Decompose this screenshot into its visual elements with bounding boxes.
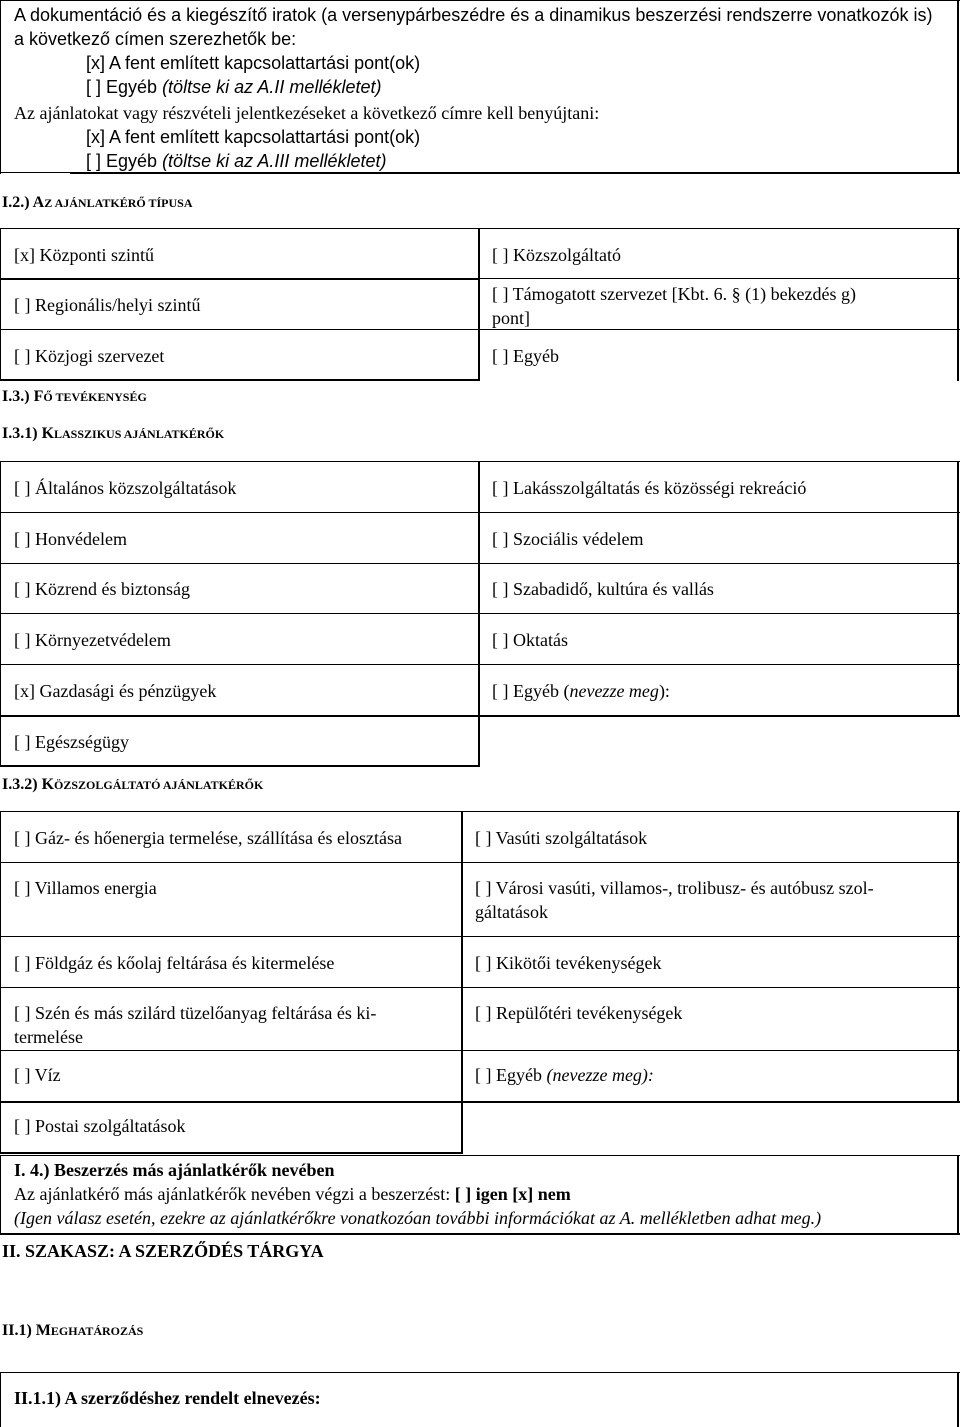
section-ii11-heading: II.1.1) A szerződéshez rendelt elnevezés:	[14, 1388, 321, 1408]
section-ii-heading: II. SZAKASZ: A SZERZŐDÉS TÁRGYA	[2, 1241, 324, 1261]
i4-box-bottom	[0, 1233, 960, 1235]
i2-option-subsidised-line2: pont]	[492, 308, 530, 328]
i31-row1-line	[0, 512, 960, 513]
i2-option-public-body: [ ] Közjogi szervezet	[14, 346, 165, 366]
i32-row5-line	[0, 1101, 960, 1103]
top-block-right-border	[957, 0, 959, 174]
i31-option-economic: [x] Gazdasági és pénzügyek	[14, 681, 217, 701]
i32-row4-line	[0, 1050, 960, 1051]
section-i31-initial: K	[41, 425, 55, 442]
ii11-box-right	[957, 1372, 959, 1427]
i31-option-environment: [ ] Környezetvédelem	[14, 630, 171, 650]
i32-option-gas-heat: [ ] Gáz- és hőenergia termelése, szállítása és elosztása	[14, 828, 402, 848]
i31-option-other-note: nevezze meg	[569, 681, 659, 701]
i32-option-water: [ ] Víz	[14, 1065, 61, 1085]
section-i32-title: ÖZSZOLGÁLTATÓ AJÁNLATKÉRŐK	[54, 778, 264, 792]
i2-option-central: [x] Központi szintű	[14, 245, 154, 265]
i4-question-text: Az ajánlatkérő más ajánlatkérők nevében végzi a beszerzést:	[14, 1184, 455, 1204]
section-ii1-heading	[2, 1318, 143, 1342]
doc-option-other	[86, 76, 381, 98]
i31-option-social: [ ] Szociális védelem	[492, 529, 644, 549]
i2-box-bottom	[0, 379, 480, 381]
i2-row2-line-right	[480, 329, 960, 330]
i2-box-left	[0, 228, 1, 381]
section-i4-heading: I. 4.) Beszerzés más ajánlatkérők nevében	[14, 1160, 335, 1180]
submission-option-other-label: [ ] Egyéb	[86, 151, 158, 171]
i32-option-rail: [ ] Vasúti szolgáltatások	[475, 828, 648, 848]
top-block-top-border	[0, 0, 960, 1]
i31-option-public-order: [ ] Közrend és biztonság	[14, 579, 190, 599]
section-i31-heading	[2, 421, 224, 445]
i31-option-education: [ ] Oktatás	[492, 630, 568, 650]
i31-row2-line	[0, 563, 960, 564]
i31-option-other	[492, 680, 670, 702]
doc-availability-line2: a következő címen szerezhetők be:	[14, 29, 297, 49]
i31-box-right	[957, 461, 959, 717]
top-block-bottom-border-left	[0, 172, 70, 173]
i32-option-airport: [ ] Repülőtéri tevékenységek	[475, 1003, 683, 1023]
submission-line: Az ajánlatokat vagy részvételi jelentkezéseket a következő címre kell benyújtani:	[14, 103, 600, 123]
section-i3-title: Ő TEVÉKENYSÉG	[43, 390, 147, 404]
section-i32-heading	[2, 772, 263, 796]
i4-box-top	[0, 1155, 960, 1156]
i2-row2-line-left	[0, 329, 480, 330]
section-i3-heading	[2, 384, 147, 408]
i4-answer: [ ] igen [x] nem	[454, 1184, 571, 1204]
i2-box-top	[0, 228, 960, 229]
section-i2-heading	[2, 190, 193, 214]
i32-option-urban-transport-line2: gáltatások	[475, 902, 548, 922]
i32-option-coal-line1: [ ] Szén és más szilárd tüzelőanyag feltárása és ki-	[14, 1003, 377, 1023]
i31-row4-line	[0, 664, 960, 665]
i2-box-divider	[478, 228, 480, 381]
doc-availability-line1: A dokumentáció és a kiegészítő iratok (a versenypárbeszédre és a dinamikus beszerzési rendszerre vonatkozók is)	[14, 5, 933, 25]
i31-box-divider	[478, 461, 480, 767]
i32-box-top	[0, 811, 960, 812]
i32-option-other-label: [ ] Egyéb	[475, 1065, 547, 1085]
section-i32-number: I.3.2)	[2, 776, 42, 793]
i31-option-housing: [ ] Lakásszolgáltatás és közösségi rekreáció	[492, 478, 807, 498]
i31-row5-line	[0, 715, 960, 717]
i32-option-port: [ ] Kikötői tevékenységek	[475, 953, 662, 973]
i2-box-right	[957, 228, 959, 381]
i2-row1-line-right	[480, 278, 960, 279]
doc-option-other-note: (töltse ki az A.II mellékletet)	[162, 77, 382, 97]
i31-option-health: [ ] Egészségügy	[14, 732, 129, 752]
i4-note: (Igen válasz esetén, ezekre az ajánlatkérőkre vonatkozóan további információkat az A. mellékletben adhat meg.)	[14, 1208, 822, 1228]
i31-option-culture: [ ] Szabadidő, kultúra és vallás	[492, 579, 714, 599]
section-i2-initial: A	[32, 194, 45, 211]
i32-option-other	[475, 1064, 654, 1086]
i2-option-regional: [ ] Regionális/helyi szintű	[14, 295, 201, 315]
i2-row1-line-left	[0, 278, 480, 280]
i32-option-oil-gas: [ ] Földgáz és kőolaj feltárása és kitermelése	[14, 953, 335, 973]
i32-row2-line	[0, 936, 960, 937]
section-i3-number: I.3.)	[2, 388, 34, 405]
section-i2-number: I.2.)	[2, 194, 33, 211]
i31-option-general: [ ] Általános közszolgáltatások	[14, 478, 237, 498]
i32-option-urban-transport-line1: [ ] Városi vasúti, villamos-, trolibusz- és autóbusz szol-	[475, 878, 874, 898]
submission-option-other-note: (töltse ki az A.III mellékletet)	[162, 151, 387, 171]
top-block-bottom-border	[70, 172, 960, 174]
i4-question	[14, 1183, 571, 1205]
submission-option-contact: [x] A fent említett kapcsolattartási pont(ok)	[86, 127, 421, 147]
i2-option-other: [ ] Egyéb	[492, 346, 559, 366]
doc-option-other-label: [ ] Egyéb	[86, 77, 158, 97]
section-i2-title: Z AJÁNLATKÉRŐ TÍPUSA	[44, 196, 193, 210]
i4-box-left	[0, 1155, 1, 1235]
i31-option-other-suffix: ):	[658, 681, 670, 701]
ii11-box-top	[0, 1372, 960, 1373]
i31-option-other-label: [ ] Egyéb (	[492, 681, 570, 701]
i32-box-bottom	[0, 1152, 463, 1154]
section-ii1-number: II.1) M	[2, 1322, 51, 1339]
ii11-box-left	[0, 1372, 1, 1427]
i32-option-other-note: (nevezze meg):	[546, 1065, 654, 1085]
i32-box-right	[957, 811, 959, 1103]
i31-box-left	[0, 461, 1, 767]
i32-option-coal-line2: termelése	[14, 1027, 83, 1047]
doc-option-contact: [x] A fent említett kapcsolattartási pont(ok)	[86, 53, 421, 73]
i2-option-utility: [ ] Közszolgáltató	[492, 245, 621, 265]
i2-option-subsidised-line1: [ ] Támogatott szervezet [Kbt. 6. § (1) bekezdés g)	[492, 284, 857, 304]
section-i31-number: I.3.1)	[2, 425, 42, 442]
i32-row1-line	[0, 862, 960, 863]
i32-row3-line	[0, 987, 960, 988]
submission-option-other	[86, 150, 386, 172]
i4-box-right	[957, 1155, 959, 1235]
section-i3-initial: F	[33, 388, 44, 405]
i31-box-bottom	[0, 765, 480, 767]
top-block-left-border	[0, 0, 1, 174]
i31-box-top	[0, 461, 960, 462]
i31-row3-line	[0, 613, 960, 614]
i32-option-electricity: [ ] Villamos energia	[14, 878, 157, 898]
section-i32-initial: K	[41, 776, 55, 793]
section-i31-title: LASSZIKUS AJÁNLATKÉRŐK	[54, 427, 225, 441]
i32-option-postal: [ ] Postai szolgáltatások	[14, 1116, 186, 1136]
i31-option-defence: [ ] Honvédelem	[14, 529, 127, 549]
section-ii1-title: EGHATÁROZÁS	[50, 1324, 144, 1338]
